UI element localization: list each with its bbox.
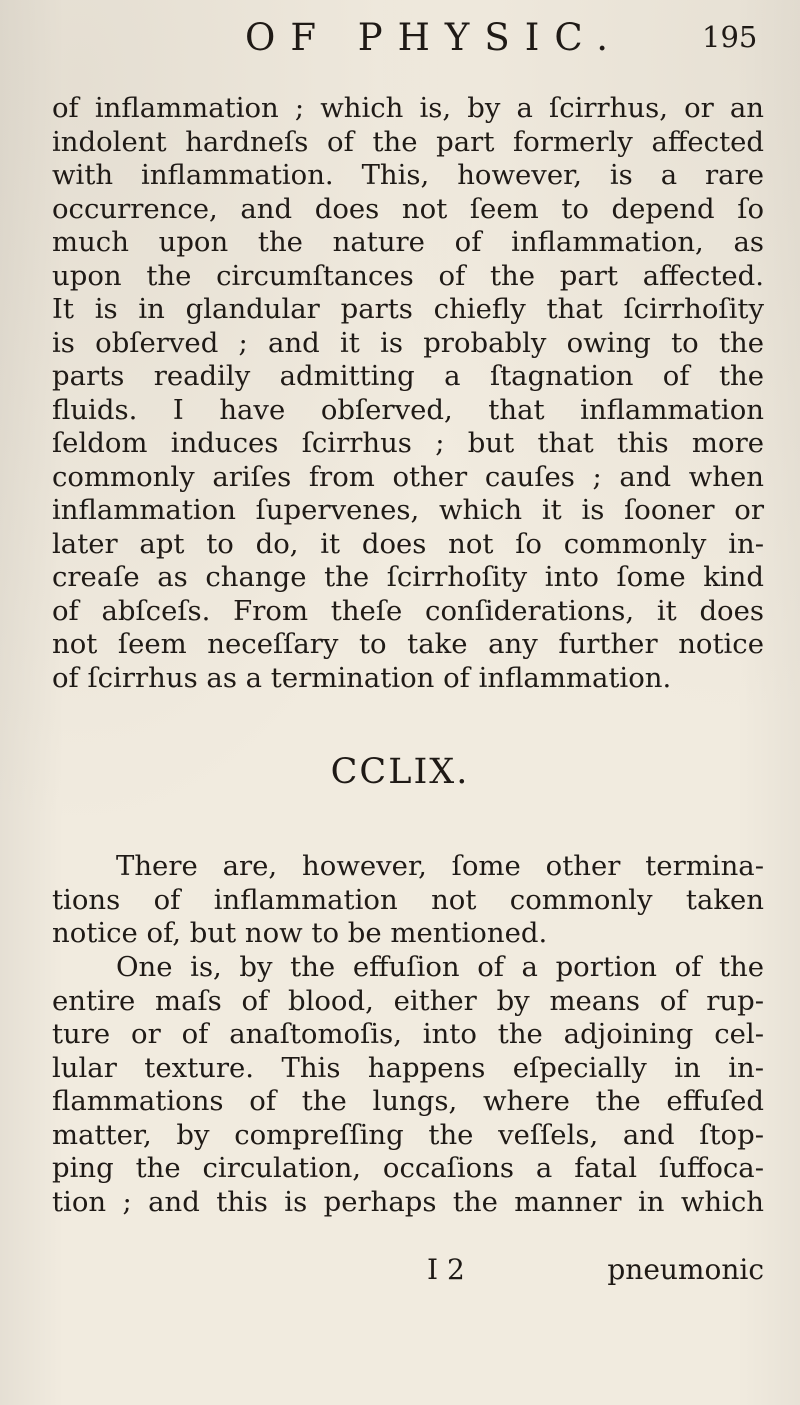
page-footer xyxy=(0,1252,800,1288)
text-line: indolent hardneſs of the part formerly affected xyxy=(52,125,764,158)
text-line: entire maſs of blood, either by means of rup- xyxy=(52,984,764,1017)
section-heading: CCLIX. xyxy=(330,752,470,792)
text-line: inflammation ſupervenes, which it is ſooner or xyxy=(52,494,764,526)
text-line: of inflammation ; which is, by a ſcirrhus, or an xyxy=(52,92,764,124)
text-line: matter, by compreſſing the veſſels, and ſtop- xyxy=(52,1118,764,1151)
text-line: fluids. I have obſerved, that inflammation xyxy=(52,393,764,426)
text-line: much upon the nature of inflammation, as xyxy=(52,226,764,258)
text-line: notice of, but now to be mentioned. xyxy=(52,917,548,949)
text-line: creaſe as change the ſcirrhoſity into ſome kind xyxy=(52,561,764,593)
running-head xyxy=(0,16,800,66)
text-line: It is in glandular parts chiefly that ſcirrhoſity xyxy=(52,293,764,325)
paragraph-continued xyxy=(52,92,764,695)
text-line: There are, however, ſome other termina- xyxy=(116,850,764,882)
text-line: upon the circumſtances of the part affected. xyxy=(52,259,764,292)
text-line: One is, by the effuſion of a portion of the xyxy=(116,951,764,983)
catchword: pneumonic xyxy=(607,1253,764,1286)
text-line: tion ; and this is perhaps the manner in which xyxy=(52,1185,764,1218)
text-line: occurrence, and does not ſeem to depend ſo xyxy=(52,192,764,225)
signature-mark: I 2 xyxy=(427,1253,465,1286)
paragraph-effusion xyxy=(52,951,764,1219)
text-line: lular texture. This happens eſpecially in in- xyxy=(52,1051,764,1084)
text-line: not ſeem neceſſary to take any further notice xyxy=(52,628,764,660)
text-line: is obſerved ; and it is probably owing to the xyxy=(52,326,764,359)
page-number: 195 xyxy=(702,20,758,54)
text-line: ping the circulation, occaſions a fatal ſuffoca- xyxy=(52,1152,764,1184)
paragraph-intro xyxy=(52,850,764,951)
text-line: of abſceſs. From theſe conſiderations, it does xyxy=(52,594,764,627)
text-line: flammations of the lungs, where the effuſed xyxy=(52,1085,764,1117)
text-line: later apt to do, it does not ſo commonly in- xyxy=(52,527,764,560)
text-line: with inflammation. This, however, is a rare xyxy=(52,159,764,191)
text-line: of ſcirrhus as a termination of inflammation. xyxy=(52,661,672,694)
text-line: parts readily admitting a ſtagnation of the xyxy=(52,360,764,392)
text-line: ſeldom induces ſcirrhus ; but that this more xyxy=(52,427,764,459)
running-head-title: OF PHYSIC. xyxy=(245,16,624,59)
text-line: ture or of anaſtomoſis, into the adjoining cel- xyxy=(52,1018,764,1050)
text-line: commonly ariſes from other cauſes ; and when xyxy=(52,460,764,493)
text-line: tions of inflammation not commonly taken xyxy=(52,883,764,916)
